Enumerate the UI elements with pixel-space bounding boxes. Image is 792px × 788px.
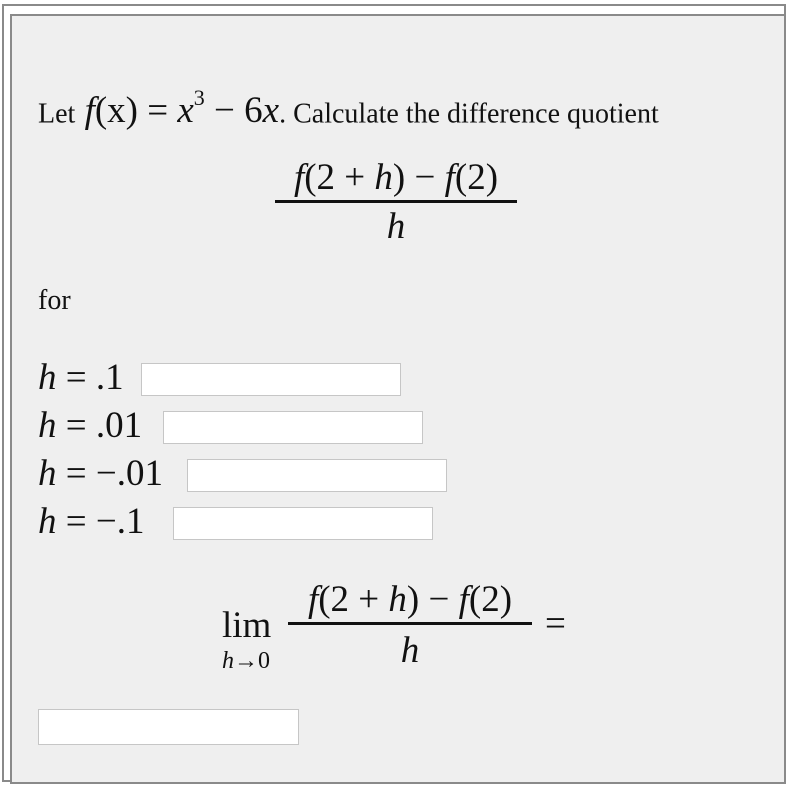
limit-quotient [288,578,532,677]
intro-suffix: . Calculate the difference quotient [279,98,659,130]
answer-input-h-0.1[interactable] [141,363,401,396]
h-row-2-label: h = .01 [38,405,143,446]
difference-quotient [275,156,517,251]
problem-statement [38,80,659,136]
intro-lhs: (x) = [94,90,178,132]
intro-rhs: − 6 [204,90,263,132]
for-label: for [38,285,71,316]
limit-operator: lim [222,605,272,646]
h-row-3-label: h = −.01 [38,453,163,494]
limit-numerator: f(2 + h) − f(2) [307,579,513,620]
limit-subscript: h→0 [222,648,270,674]
limit-equals: = [545,603,566,644]
answer-input-h-neg-0.01[interactable] [187,459,447,492]
intro-exponent: 3 [193,85,205,110]
limit-answer-input[interactable] [38,709,299,745]
h-row-4-label: h = −.1 [38,501,145,542]
limit-denominator: h [400,630,420,671]
quotient-denominator: h [386,206,406,247]
quotient-numerator: f(2 + h) − f(2) [293,157,499,198]
intro-var: x [177,90,194,132]
intro-var2: x [262,90,280,132]
h-row-1-label: h = .1 [38,357,124,398]
intro-func: f [84,90,95,132]
intro-prefix: Let [38,98,76,130]
answer-input-h-0.01[interactable] [163,411,423,444]
answer-input-h-neg-0.1[interactable] [173,507,433,540]
